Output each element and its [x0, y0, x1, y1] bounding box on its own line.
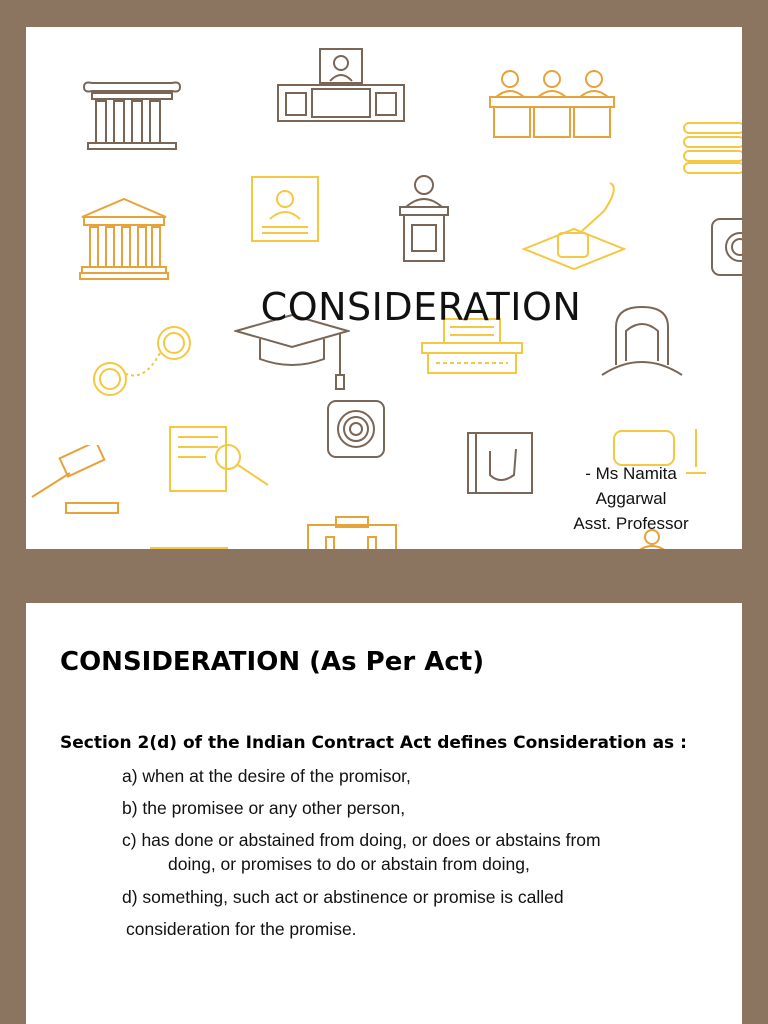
definition-item: a) when at the desire of the promisor, — [122, 766, 411, 786]
definition-intro: Section 2(d) of the Indian Contract Act defines Consideration as : — [60, 733, 687, 753]
hand-on-book-icon — [466, 431, 536, 497]
judge-bench-icon — [276, 45, 406, 125]
definition-item: c) has done or abstained from doing, or does or abstains from — [122, 830, 601, 850]
author-line: - Ms Namita — [585, 464, 677, 483]
slide-heading: CONSIDERATION (As Per Act) — [60, 647, 485, 677]
id-card-icon — [250, 175, 320, 245]
definition-item: d) something, such act or abstinence or promise is called — [122, 887, 564, 907]
author-line: Asst. Professor — [573, 514, 689, 533]
gavel-icon — [26, 445, 122, 519]
definition-item: b) the promisee or any other person, — [122, 798, 406, 818]
decorative-line — [150, 545, 230, 549]
jury-icon — [488, 67, 616, 141]
pillar-icon — [82, 79, 182, 151]
author-line: Aggarwal — [595, 489, 667, 508]
quill-icon — [520, 177, 630, 277]
document-magnifier-icon — [166, 423, 276, 497]
courthouse-icon — [78, 195, 170, 281]
podium-speaker-icon — [394, 171, 454, 267]
definition-slide — [26, 603, 742, 1024]
title-slide — [26, 27, 742, 549]
fingerprint-icon — [326, 399, 388, 461]
definition-item-continued: doing, or promises to do or abstain from doing, — [168, 854, 530, 874]
author-block — [556, 461, 706, 536]
slide-title: CONSIDERATION — [260, 285, 582, 329]
fingerprint-icon — [710, 217, 742, 277]
handcuffs-icon — [84, 323, 204, 403]
briefcase-icon — [306, 513, 398, 549]
definition-item-continued: consideration for the promise. — [126, 919, 357, 939]
books-icon — [680, 119, 742, 175]
